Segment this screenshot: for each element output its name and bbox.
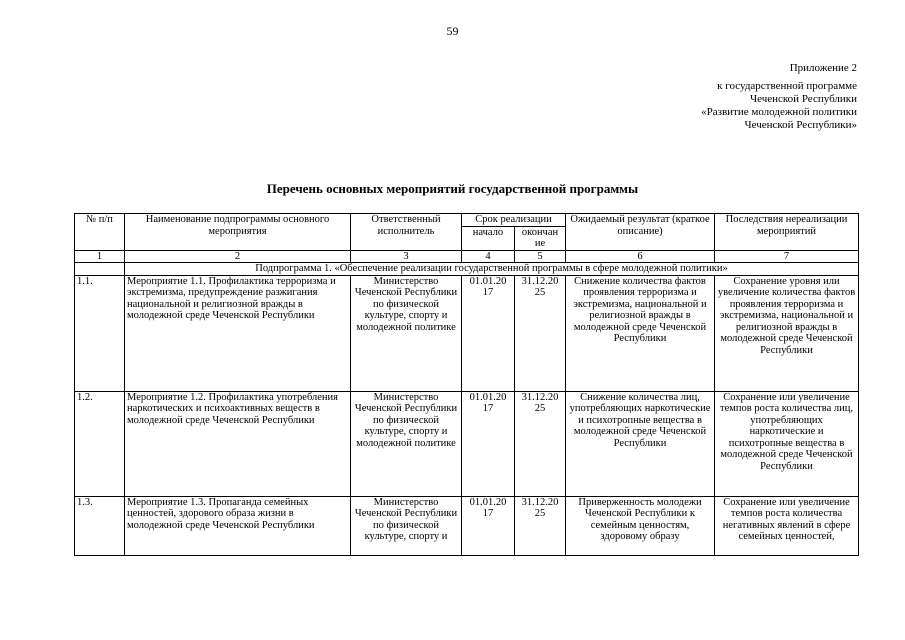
row-name: Мероприятие 1.2. Профилактика употребления наркотических и психоактивных веществ в молодежной среде Чеченской Республики [125, 391, 351, 496]
appendix-line: к государственной программе [717, 80, 857, 92]
row-consequences: Сохранение или увеличение темпов роста количества негативных явлений в сфере семейных ценностей, [715, 496, 859, 555]
appendix-line: Чеченской Республики [749, 93, 857, 105]
row-result: Приверженность молодежи Чеченской Республики к семейным ценностям, здоровому образу [566, 496, 715, 555]
row-num: 1.2. [75, 391, 125, 496]
page-number: 59 [446, 24, 459, 38]
events-table [74, 213, 859, 556]
row-start: 01.01.20 17 [462, 496, 515, 555]
row-end: 31.12.20 25 [515, 496, 566, 555]
header-end: окончан ие [515, 226, 566, 250]
document-title: Перечень основных мероприятий государственной программы [266, 181, 639, 196]
column-number: 3 [351, 250, 462, 263]
row-name: Мероприятие 1.3. Пропаганда семейных ценностей, здорового образа жизни в молодежной среде Чеченской Республики [125, 496, 351, 555]
row-consequences: Сохранение уровня или увеличение количества фактов проявления терроризма и экстремизма, национальной и религиозной вражды в молодежной среде Чеченской Республики [715, 275, 859, 391]
header-result: Ожидаемый результат (краткое описание) [566, 214, 715, 251]
header-executor: Ответственный исполнитель [351, 214, 462, 251]
appendix-label: Приложение 2 [789, 62, 857, 74]
appendix-line: «Развитие молодежной политики [701, 106, 857, 118]
header-name: Наименование подпрограммы основного мероприятия [125, 214, 351, 251]
table-row [75, 275, 859, 391]
row-num: 1.3. [75, 496, 125, 555]
column-number: 4 [462, 250, 515, 263]
column-number: 7 [715, 250, 859, 263]
row-start: 01.01.20 17 [462, 275, 515, 391]
subprogram-empty-cell [75, 263, 125, 276]
row-executor: Министерство Чеченской Республики по физической культуре, спорту и [351, 496, 462, 555]
header-consequences: Последствия нереализации мероприятий [715, 214, 859, 251]
column-number: 5 [515, 250, 566, 263]
subprogram-row [75, 263, 859, 276]
column-number-row [75, 250, 859, 263]
row-executor: Министерство Чеченской Республики по физической культуре, спорту и молодежной политике [351, 275, 462, 391]
row-start: 01.01.20 17 [462, 391, 515, 496]
subprogram-title: Подпрограмма 1. «Обеспечение реализации государственной программы в сфере молодежной политики» [125, 263, 859, 276]
table-row [75, 391, 859, 496]
appendix-header [701, 62, 857, 132]
row-result: Снижение количества фактов проявления терроризма и экстремизма, национальной и религиозной вражды в молодежной среде Чеченской Республики [566, 275, 715, 391]
table-row [75, 496, 859, 555]
header-row [75, 214, 859, 227]
header-period: Срок реализации [462, 214, 566, 227]
header-num: № п/п [75, 214, 125, 251]
row-name: Мероприятие 1.1. Профилактика терроризма и экстремизма, предупреждение разжигания национальной и религиозной вражды в молодежной среде Чеченской Республики [125, 275, 351, 391]
row-result: Снижение количества лиц, употребляющих наркотические и психотропные вещества в молодежной среде Чеченской Республики [566, 391, 715, 496]
column-number: 2 [125, 250, 351, 263]
row-consequences: Сохранение или увеличение темпов роста количества лиц, употребляющих наркотические и психотропные вещества в молодежной среде Чеченской Республики [715, 391, 859, 496]
appendix-line: Чеченской Республики» [744, 119, 857, 131]
row-executor: Министерство Чеченской Республики по физической культуре, спорту и молодежной политике [351, 391, 462, 496]
row-end: 31.12.20 25 [515, 391, 566, 496]
row-num: 1.1. [75, 275, 125, 391]
column-number: 6 [566, 250, 715, 263]
column-number: 1 [75, 250, 125, 263]
header-start: начало [462, 226, 515, 250]
row-end: 31.12.20 25 [515, 275, 566, 391]
